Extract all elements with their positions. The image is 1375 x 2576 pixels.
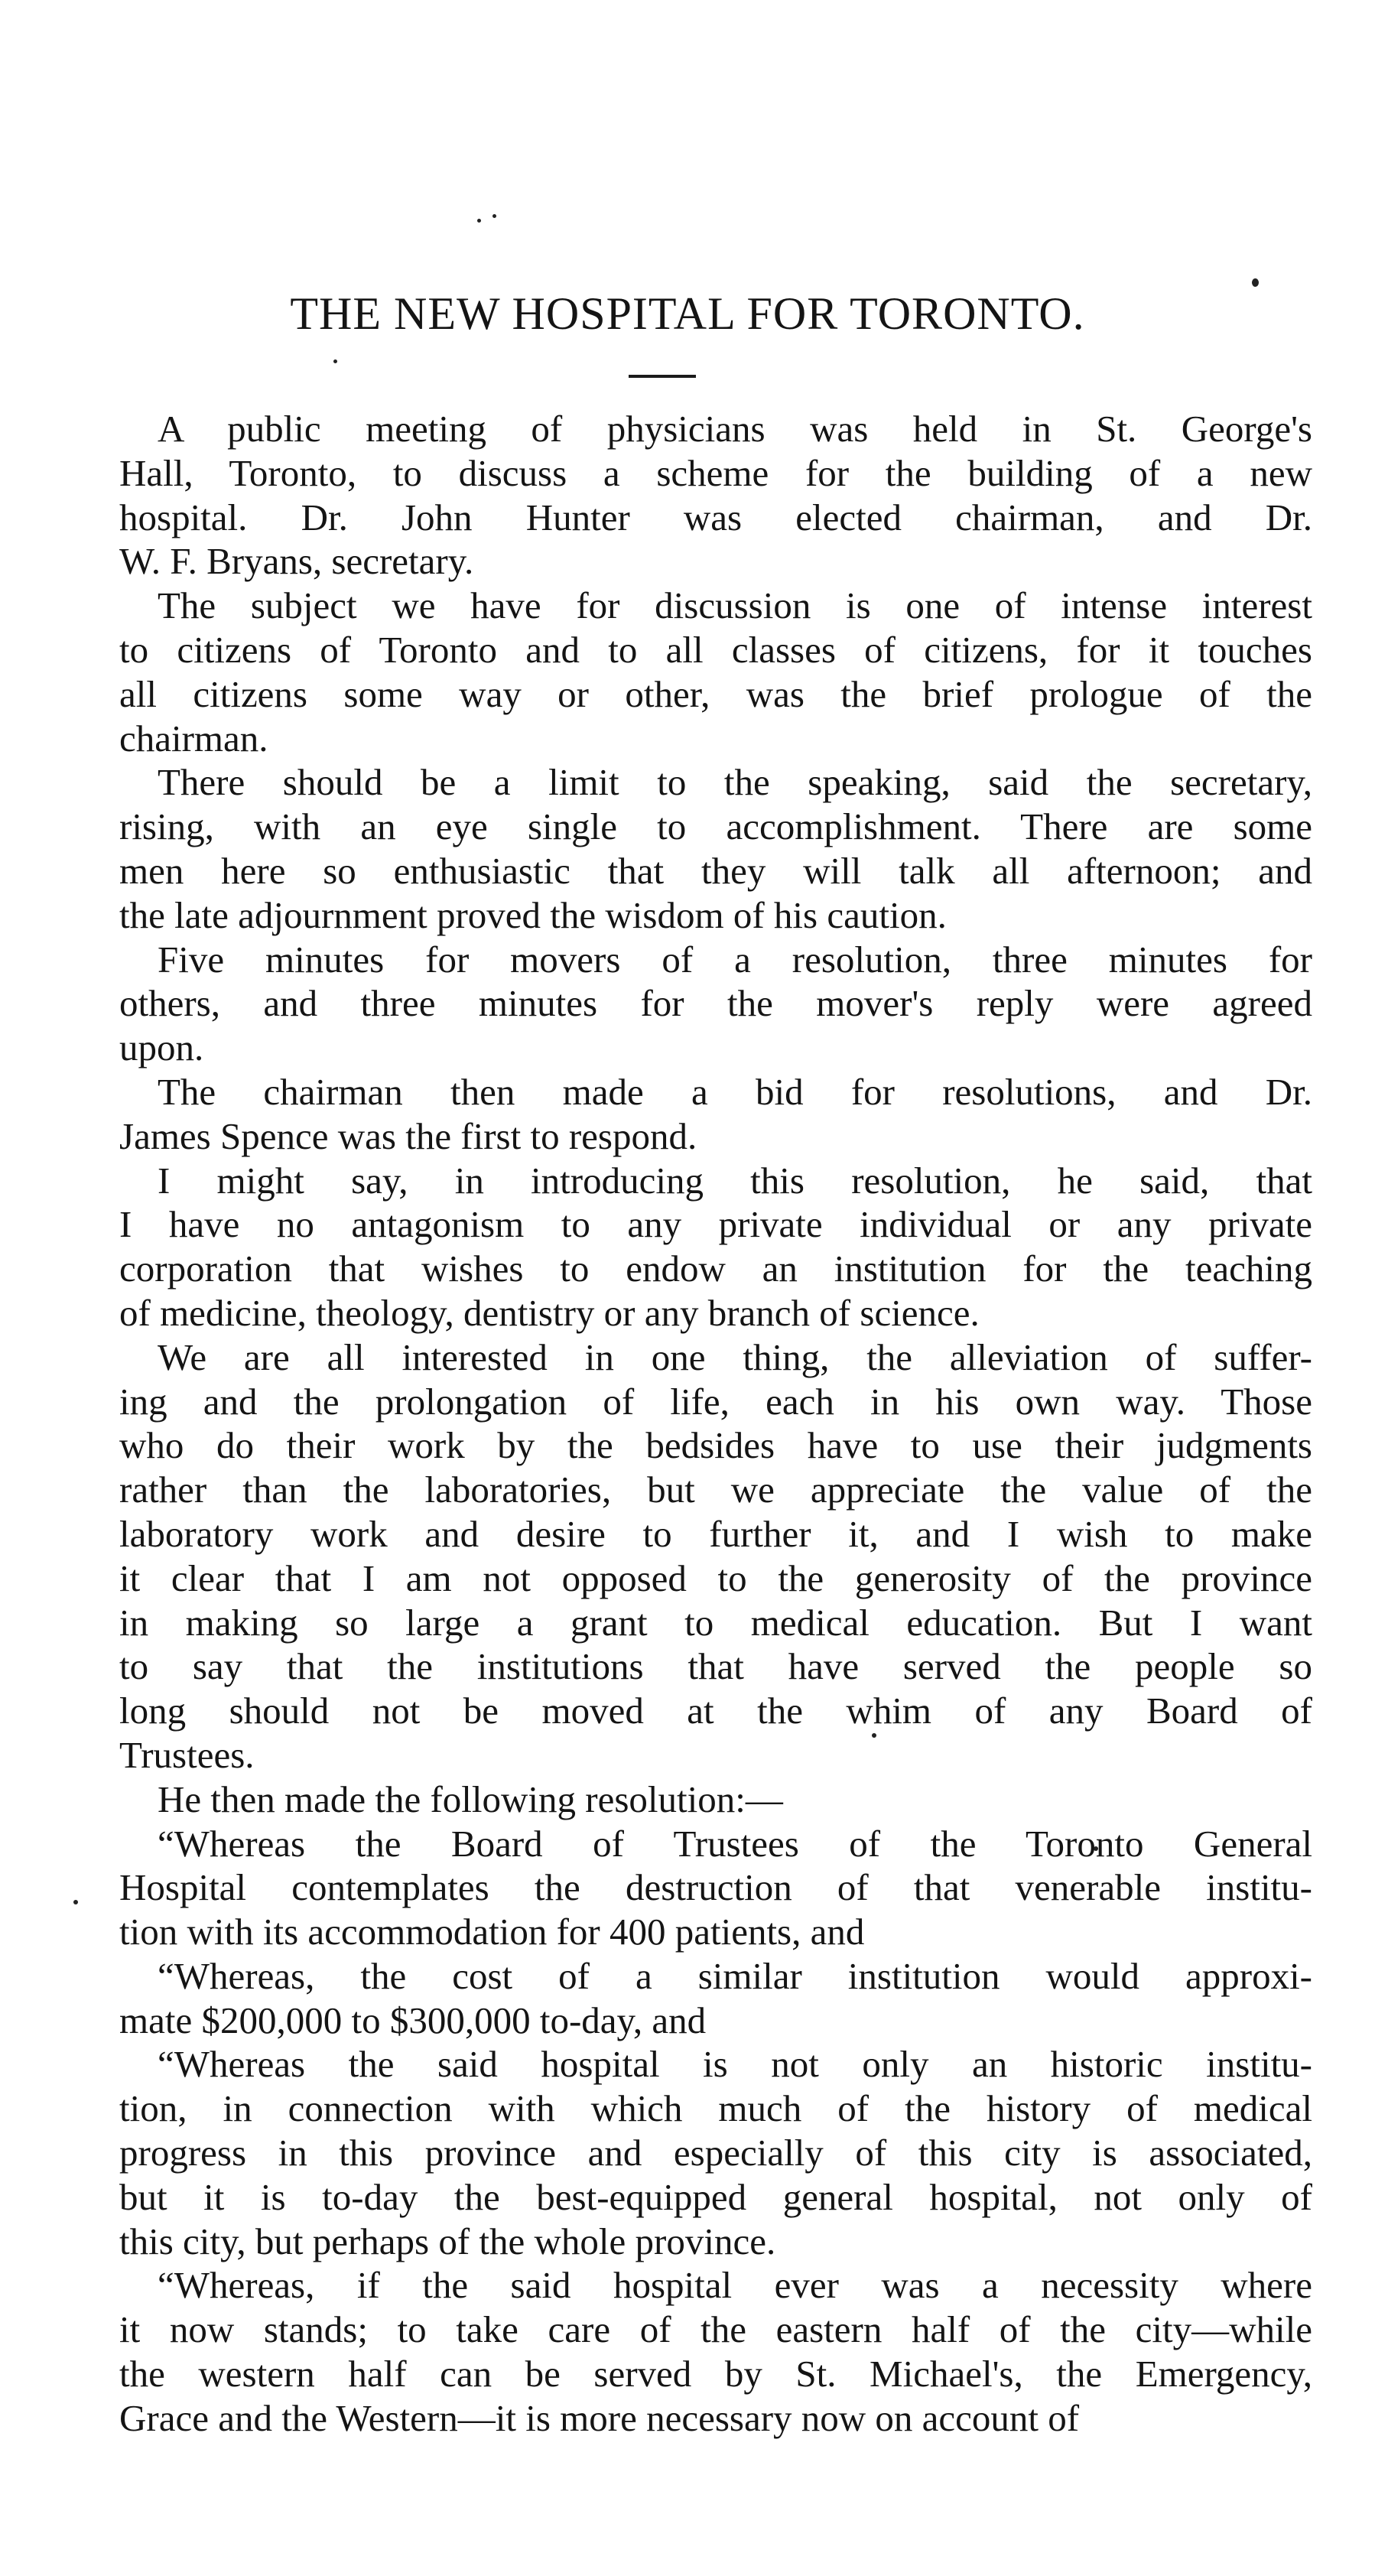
- text-line: Trustees.: [119, 1733, 255, 1776]
- paragraph: [119, 1954, 1312, 2043]
- text-line: long should not be moved at the whim of any Board of: [119, 1690, 1312, 1732]
- paragraph: [119, 760, 1312, 937]
- paragraph: [119, 584, 1312, 760]
- text-line: it now stands; to take care of the eastern half of the city—while: [119, 2308, 1312, 2351]
- text-line: There should be a limit to the speaking, said the secretary,: [158, 761, 1312, 804]
- text-line: this city, but perhaps of the whole province.: [119, 2220, 776, 2262]
- text-line: I have no antagonism to any private individual or any private: [119, 1203, 1312, 1246]
- text-line: the western half can be served by St. Michael's, the Emergency,: [119, 2353, 1312, 2395]
- text-line: The subject we have for discussion is one of intense interest: [158, 584, 1312, 627]
- text-line: others, and three minutes for the mover's reply were agreed: [119, 982, 1312, 1025]
- text-line: “Whereas, if the said hospital ever was a necessity where: [158, 2264, 1312, 2307]
- text-line: mate $200,000 to $300,000 to-day, and: [119, 1999, 707, 2041]
- text-line: The chairman then made a bid for resolutions, and Dr.: [158, 1070, 1312, 1113]
- text-line: We are all interested in one thing, the alleviation of suffer-: [158, 1335, 1312, 1378]
- paragraph: [119, 2263, 1312, 2440]
- text-line: all citizens some way or other, was the brief prologue of the: [119, 672, 1312, 715]
- paragraph: [119, 1335, 1312, 1778]
- text-line: laboratory work and desire to further it, and I wish to make: [119, 1512, 1312, 1555]
- text-line: tion with its accommodation for 400 patients, and: [119, 1911, 865, 1953]
- text-line: Five minutes for movers of a resolution, three minutes for: [158, 938, 1312, 981]
- text-line: upon.: [119, 1026, 204, 1069]
- text-line: men here so enthusiastic that they will talk all afternoon; and: [119, 849, 1312, 892]
- text-line: Hall, Toronto, to discuss a scheme for the building of a new: [119, 451, 1312, 494]
- paragraph: [119, 407, 1312, 584]
- text-line: it clear that I am not opposed to the generosity of the province: [119, 1556, 1312, 1599]
- article-body: [119, 407, 1312, 2441]
- text-line: A public meeting of physicians was held in St. George's: [158, 408, 1312, 450]
- text-line: hospital. Dr. John Hunter was elected chairman, and Dr.: [119, 496, 1312, 538]
- text-line: tion, in connection with which much of the history of medical: [119, 2087, 1312, 2130]
- paragraph: [119, 1070, 1312, 1159]
- text-line: the late adjournment proved the wisdom of his caution.: [119, 893, 947, 936]
- text-line: “Whereas the Board of Trustees of the Toronto General: [158, 1822, 1312, 1865]
- text-line: but it is to-day the best-equipped general hospital, not only of: [119, 2175, 1312, 2218]
- paragraph: [119, 1822, 1312, 1954]
- text-line: rather than the laboratories, but we appreciate the value of the: [119, 1469, 1312, 1511]
- text-line: James Spence was the first to respond.: [119, 1114, 697, 1157]
- text-line: in making so large a grant to medical education. But I want: [119, 1601, 1312, 1644]
- text-line: to say that the institutions that have served the people so: [119, 1645, 1312, 1688]
- text-line: I might say, in introducing this resolution, he said, that: [158, 1159, 1312, 1202]
- paragraph: [119, 1778, 1312, 1822]
- text-line: chairman.: [119, 717, 268, 759]
- paragraph: [119, 938, 1312, 1070]
- text-line: Hospital contemplates the destruction of that venerable institu-: [119, 1866, 1312, 1909]
- article-title: THE NEW HOSPITAL FOR TORONTO.: [290, 288, 1085, 339]
- text-line: ing and the prolongation of life, each in his own way. Those: [119, 1380, 1312, 1423]
- print-speck: [333, 359, 337, 363]
- text-line: corporation that wishes to endow an institution for the teaching: [119, 1247, 1312, 1290]
- print-speck: [477, 219, 481, 223]
- paragraph: [119, 2042, 1312, 2263]
- text-line: Grace and the Western—it is more necessary now on account of: [119, 2396, 1080, 2439]
- text-line: progress in this province and especially of this city is associated,: [119, 2132, 1312, 2174]
- title-divider: [629, 375, 696, 378]
- print-speck: [492, 214, 496, 218]
- text-line: “Whereas the said hospital is not only an historic institu-: [158, 2043, 1312, 2086]
- text-line: who do their work by the bedsides have to use their judgments: [119, 1424, 1312, 1467]
- text-line: He then made the following resolution:—: [158, 1778, 783, 1820]
- text-line: rising, with an eye single to accomplishment. There are some: [119, 805, 1312, 848]
- print-speck: [73, 1900, 78, 1904]
- text-line: to citizens of Toronto and to all classes of citizens, for it touches: [119, 628, 1312, 671]
- text-line: of medicine, theology, dentistry or any branch of science.: [119, 1291, 980, 1334]
- paragraph: [119, 1159, 1312, 1335]
- text-line: W. F. Bryans, secretary.: [119, 540, 474, 583]
- text-line: “Whereas, the cost of a similar institution would approxi-: [158, 1954, 1312, 1997]
